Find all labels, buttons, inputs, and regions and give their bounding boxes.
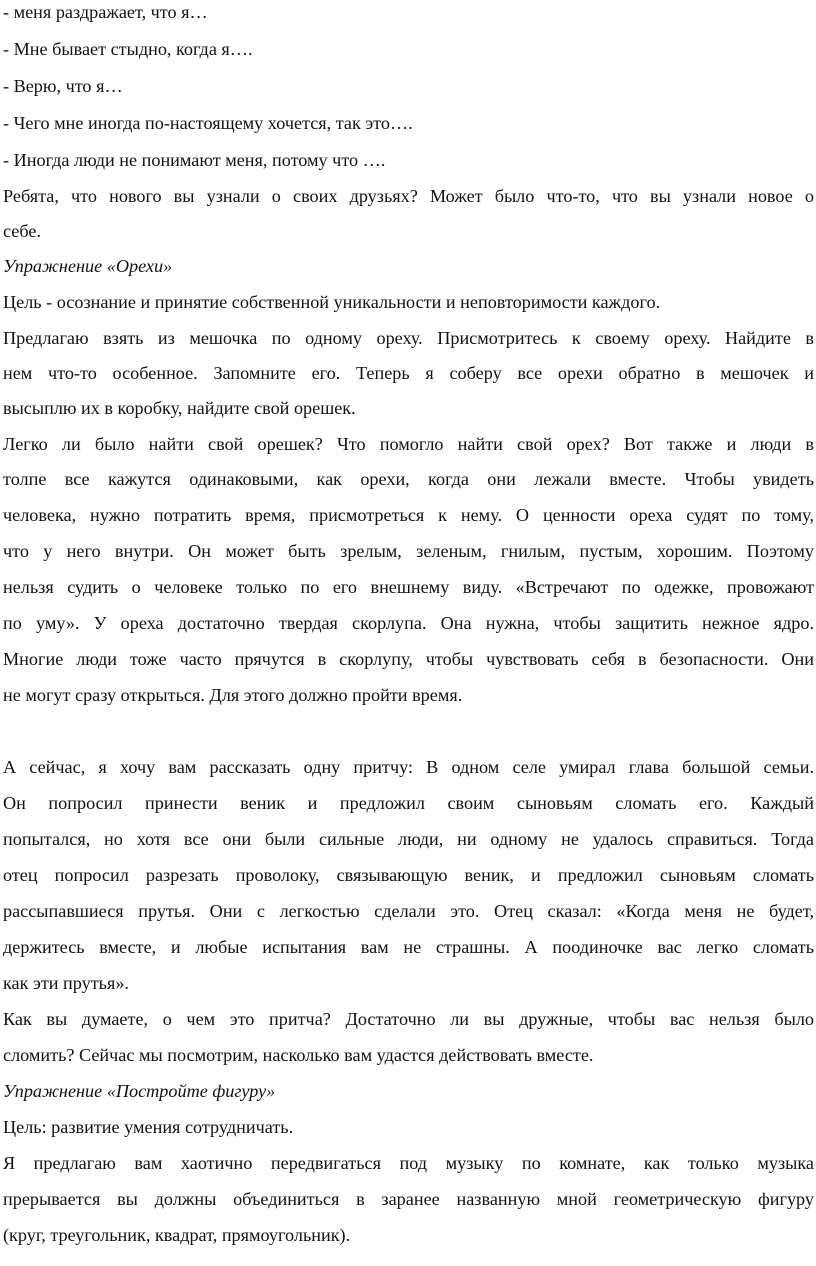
text-line: Цель - осознание и принятие собственной уникальности и неповторимости каждого. (3, 292, 661, 312)
text-line: человека, нужно потратить время, присмотреться к нему. О ценности ореха судят по тому, (3, 505, 814, 525)
text-line: попытался, но хотя все они были сильные люди, ни одному не удалось справиться. Тогда (3, 829, 814, 849)
text-line: держитесь вместе, и любые испытания вам не страшны. А поодиночке вас легко сломать (3, 937, 814, 957)
text-line: Ребята, что нового вы узнали о своих друзьях? Может было что-то, что вы узнали новое о (3, 186, 814, 206)
text-line: как эти прутья». (3, 973, 129, 993)
text-line: А сейчас, я хочу вам рассказать одну притчу: В одном селе умирал глава большой семьи. (3, 757, 814, 777)
text-line: что у него внутри. Он может быть зрелым, зеленым, гнилым, пустым, хорошим. Поэтому (3, 541, 814, 561)
text-line: толпе все кажутся одинаковыми, как орехи, когда они лежали вместе. Чтобы увидеть (3, 469, 814, 489)
text-line: (круг, треугольник, квадрат, прямоугольник). (3, 1225, 351, 1245)
text-line: нем что-то особенное. Запомните его. Теперь я соберу все орехи обратно в мешочек и (3, 363, 814, 383)
text-line: - Иногда люди не понимают меня, потому что …. (3, 150, 386, 170)
text-line: рассыпавшиеся прутья. Они с легкостью сделали это. Отец сказал: «Когда меня не будет, (3, 901, 814, 921)
text-line: высыплю их в коробку, найдите свой орешек. (3, 398, 356, 418)
text-line: прерывается вы должны объединиться в заранее названную мной геометрическую фигуру (3, 1189, 814, 1209)
text-line: Многие люди тоже часто прячутся в скорлупу, чтобы чувствовать себя в безопасности. Они (3, 649, 814, 669)
text-line: Я предлагаю вам хаотично передвигаться под музыку по комнате, как только музыка (3, 1153, 814, 1173)
text-line: отец попросил разрезать проволоку, связывающую веник, и предложил сыновьям сломать (3, 865, 814, 885)
text-line: - Мне бывает стыдно, когда я…. (3, 39, 253, 59)
text-line: Как вы думаете, о чем это притча? Достаточно ли вы дружные, чтобы вас нельзя было (3, 1009, 814, 1029)
text-line: сломить? Сейчас мы посмотрим, насколько вам удастся действовать вместе. (3, 1045, 594, 1065)
section-heading: Упражнение «Орехи» (3, 256, 173, 276)
text-line: - меня раздражает, что я… (3, 2, 208, 22)
text-line: Он попросил принести веник и предложил своим сыновьям сломать его. Каждый (3, 793, 814, 813)
text-line: Цель: развитие умения сотрудничать. (3, 1117, 294, 1137)
text-line: нельзя судить о человеке только по его внешнему виду. «Встречают по одежке, провожают (3, 577, 814, 597)
text-line: - Верю, что я… (3, 76, 123, 96)
section-heading: Упражнение «Постройте фигуру» (3, 1081, 276, 1101)
text-line: Легко ли было найти свой орешек? Что помогло найти свой орех? Вот также и люди в (3, 434, 814, 454)
text-line: Предлагаю взять из мешочка по одному ореху. Присмотритесь к своему ореху. Найдите в (3, 328, 814, 348)
text-line: себе. (3, 221, 42, 241)
text-line: - Чего мне иногда по-настоящему хочется, так это…. (3, 113, 413, 133)
text-line: не могут сразу открыться. Для этого должно пройти время. (3, 685, 463, 705)
text-line: по уму». У ореха достаточно твердая скорлупа. Она нужна, чтобы защитить нежное ядро. (3, 613, 814, 633)
